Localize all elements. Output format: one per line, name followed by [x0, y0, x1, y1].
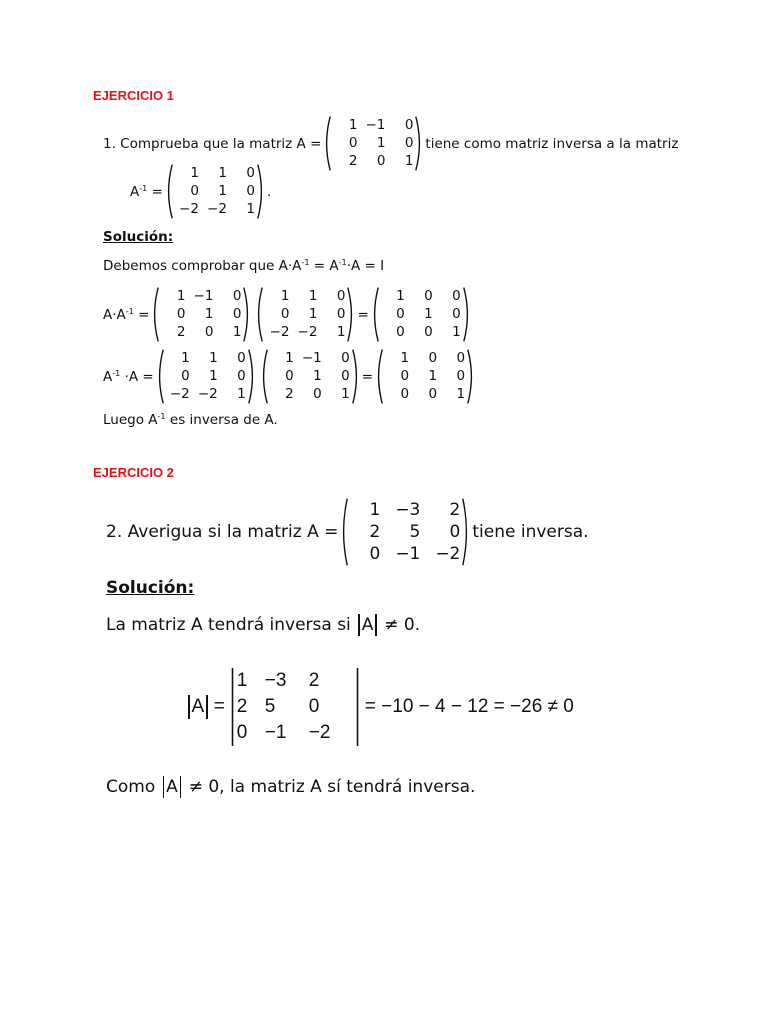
matrix-cell: 0	[308, 696, 320, 717]
matrix-cell: 1	[369, 500, 381, 520]
matrix-cell: 1	[452, 324, 461, 340]
matrix-cell: 0	[424, 288, 433, 304]
matrix-cell: 0	[190, 183, 199, 199]
matrix-cell: 0	[452, 288, 461, 304]
ex1-prod1-matrix-ainv	[255, 287, 355, 342]
matrix-cell: 0	[336, 306, 346, 322]
matrix-cell: −2	[308, 722, 331, 743]
matrix-cell: 0	[376, 153, 386, 169]
matrix-cell: 1	[376, 135, 386, 151]
matrix-cell: 1	[341, 386, 350, 402]
matrix-cell: 1	[308, 306, 318, 322]
matrix-cell: 1	[456, 386, 466, 402]
matrix-cell: 0	[348, 135, 358, 151]
ex2-det-equals: =	[213, 696, 225, 717]
matrix-cell: 0	[280, 306, 290, 322]
matrix-cell: 1	[424, 306, 433, 322]
matrix-cell: −3	[264, 670, 287, 691]
matrix-cell: 0	[396, 306, 405, 322]
matrix-cell: 0	[232, 288, 242, 304]
matrix-cell: 1	[404, 153, 414, 169]
matrix-cell: 0	[428, 386, 438, 402]
matrix-cell: 0	[404, 135, 414, 151]
matrix-cell: 1	[237, 386, 246, 402]
ex1-intro-prefix: 1. Comprueba que la matriz A =	[103, 135, 322, 152]
matrix-cell: 1	[181, 350, 190, 366]
matrix-cell: −2	[435, 544, 461, 564]
ex1-product-a-ainv	[103, 287, 473, 342]
ex2-det-result: = −10 − 4 − 12 = −26 ≠ 0	[364, 696, 574, 717]
ex1-ainv-label: $A^{-1}$ =	[130, 182, 163, 200]
matrix-cell: 1	[396, 288, 405, 304]
matrix-cell: −1	[301, 350, 322, 366]
matrix-cell: 0	[341, 368, 350, 384]
ex1-product-ainv-a	[103, 349, 477, 404]
ex2-intro-suffix: tiene inversa.	[472, 522, 589, 542]
ex1-prod2-label: $A^{-1} \cdot A$ =	[103, 367, 154, 385]
matrix-cell: 0	[396, 324, 405, 340]
ex1-prod1-equals: =	[357, 306, 369, 323]
matrix-cell: 0	[313, 386, 322, 402]
matrix-cell: 1	[313, 368, 322, 384]
matrix-cell: 0	[341, 350, 350, 366]
matrix-cell: 1	[428, 368, 438, 384]
matrix-cell: 0	[204, 324, 214, 340]
ex1-heading: EJERCICIO 1	[93, 88, 174, 103]
ex1-solution-label: Solución:	[103, 229, 174, 245]
ex1-prod2-matrix-a	[260, 349, 360, 404]
ex2-determinant	[186, 668, 574, 746]
matrix-cell: 1	[285, 350, 294, 366]
matrix-cell: −2	[169, 386, 190, 402]
ex2-solution-label: Solución:	[106, 578, 195, 598]
matrix-cell: 0	[404, 117, 414, 133]
matrix-cell: −1	[264, 722, 287, 743]
ex2-condition: La matriz A tendrá inversa si A ≠ 0.	[106, 615, 421, 635]
matrix-cell: 1	[190, 165, 199, 181]
ex1-ainv-after: .	[266, 183, 272, 200]
ex1-prod2-equals: =	[361, 368, 374, 385]
matrix-cell: 5	[264, 696, 276, 717]
matrix-cell: 0	[400, 386, 410, 402]
matrix-cell: 0	[428, 350, 438, 366]
matrix-cell: 2	[236, 696, 248, 717]
matrix-cell: −2	[269, 324, 290, 340]
matrix-cell: 1	[209, 368, 218, 384]
matrix-cell: 2	[176, 324, 186, 340]
matrix-cell: 0	[456, 368, 466, 384]
ex2-det-label: A	[186, 695, 210, 719]
matrix-cell: 1	[336, 324, 346, 340]
matrix-cell: −2	[207, 201, 227, 217]
ex1-conclusion: Luego $A^{-1}$ es inversa de A.	[103, 411, 278, 428]
matrix-cell: 0	[246, 183, 255, 199]
ex1-check-text: Debemos comprobar que $A\cdot A^{-1} = A^{-1}\cdot A = I$	[103, 257, 385, 274]
ex1-matrix-a	[323, 116, 423, 171]
matrix-cell: 0	[237, 350, 246, 366]
matrix-cell: −2	[197, 386, 218, 402]
matrix-cell: 1	[218, 183, 227, 199]
matrix-cell: 0	[236, 722, 248, 743]
matrix-cell: 1	[204, 306, 214, 322]
ex2-det-matrix	[231, 668, 359, 746]
matrix-cell: 1	[400, 350, 410, 366]
ex1-prod2-matrix-ainv	[156, 349, 256, 404]
matrix-cell: 0	[452, 306, 461, 322]
matrix-cell: −1	[193, 288, 214, 304]
ex1-prod1-identity	[371, 287, 471, 342]
matrix-cell: −2	[179, 201, 199, 217]
matrix-cell: −1	[365, 117, 386, 133]
ex2-intro-prefix: 2. Averigua si la matriz A =	[106, 522, 339, 542]
matrix-cell: 1	[280, 288, 290, 304]
matrix-cell: 2	[285, 386, 294, 402]
matrix-cell: 1	[218, 165, 227, 181]
ex1-statement	[103, 116, 678, 171]
ex2-statement	[106, 498, 589, 566]
ex1-prod2-identity	[375, 349, 475, 404]
matrix-cell: 0	[176, 306, 186, 322]
matrix-cell: 0	[449, 522, 461, 542]
matrix-cell: 2	[369, 522, 381, 542]
matrix-cell: 1	[209, 350, 218, 366]
ex2-heading: EJERCICIO 2	[93, 465, 174, 480]
matrix-cell: 2	[308, 670, 320, 691]
ex1-matrix-ainv	[165, 164, 265, 219]
matrix-cell: 0	[237, 368, 246, 384]
matrix-cell: 2	[449, 500, 461, 520]
matrix-cell: 0	[336, 288, 346, 304]
matrix-cell: 1	[232, 324, 242, 340]
matrix-cell: −2	[297, 324, 318, 340]
matrix-cell: 2	[348, 153, 358, 169]
ex1-inverse-given	[130, 164, 271, 219]
matrix-cell: 0	[181, 368, 190, 384]
matrix-cell: 0	[369, 544, 381, 564]
matrix-cell: −3	[395, 500, 421, 520]
ex2-conclusion: Como A ≠ 0, la matriz A sí tendrá inversa.	[106, 777, 476, 797]
matrix-cell: 0	[424, 324, 433, 340]
matrix-cell: 1	[348, 117, 358, 133]
matrix-cell: 0	[246, 165, 255, 181]
matrix-cell: 5	[409, 522, 421, 542]
matrix-cell: 1	[176, 288, 186, 304]
ex2-matrix-a	[340, 498, 470, 566]
matrix-cell: 1	[236, 670, 248, 691]
ex1-prod1-matrix-a	[151, 287, 251, 342]
matrix-cell: 1	[308, 288, 318, 304]
matrix-cell: 0	[232, 306, 242, 322]
matrix-cell: 0	[400, 368, 410, 384]
matrix-cell: −1	[395, 544, 421, 564]
ex1-prod1-label: $A\cdot A^{-1}$ =	[103, 305, 150, 323]
ex1-intro-suffix: tiene como matriz inversa a la matriz	[425, 135, 679, 152]
matrix-cell: 1	[246, 201, 255, 217]
matrix-cell: 0	[285, 368, 294, 384]
matrix-cell: 0	[456, 350, 466, 366]
